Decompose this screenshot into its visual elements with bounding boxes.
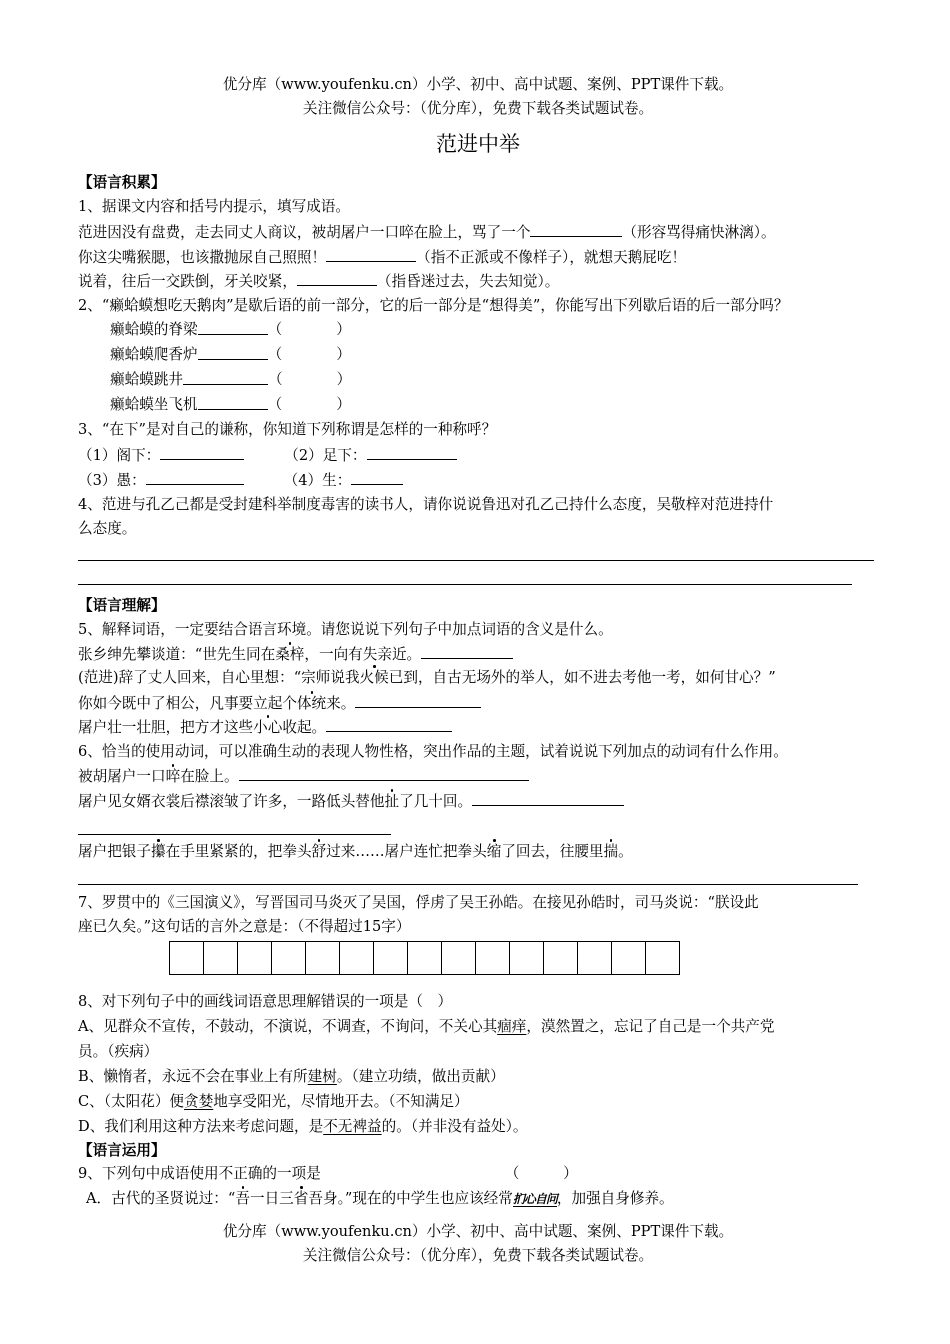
underlined-word: 贪婪 <box>184 1093 214 1110</box>
q2-item: 癞蛤蟆爬香炉 （ ） <box>110 346 351 363</box>
q6-item-b: 屠户见女婿衣裳后襟滚皱了许多，一路低头替他扯了几十回。 <box>78 791 624 812</box>
q3-row-2: （3）愚： （4）生： <box>78 470 403 491</box>
answer-cell[interactable] <box>407 941 442 975</box>
answer-blank[interactable] <box>367 445 457 460</box>
dotted-word: 扯 <box>384 793 400 810</box>
header-line-2: 关注微信公众号：（优分库），免费下载各类试题试卷。 <box>302 100 654 117</box>
footer-line-2: 关注微信公众号：（优分库），免费下载各类试题试卷。 <box>302 1247 654 1264</box>
q2-item: 癞蛤蟆坐飞机 （ ） <box>110 396 351 413</box>
q8-option-d: D、我们利用这种方法来考虑问题，是不无裨益的。（并非没有益处）。 <box>78 1118 528 1135</box>
answer-blank[interactable] <box>160 445 244 460</box>
q9-option-a: A．古代的圣贤说过：“吾一日三省吾身。”现在的中学生也应该经常扪心自问，加强自身修养。 <box>86 1190 674 1207</box>
dotted-word: 缩 <box>486 843 502 860</box>
q4-line-1: 4、范进与孔乙己都是受封建科举制度毒害的读书人，请你说说鲁迅对孔乙己持什么态度，吴敬梓对范进持什 <box>78 496 774 513</box>
section-heading-understanding: 【语言理解】 <box>78 597 166 614</box>
header-line-1: 优分库（www.youfenku.cn）小学、初中、高中试题、案例、PPT课件下载。 <box>222 76 734 93</box>
answer-cell[interactable] <box>441 941 476 975</box>
q8-option-a-line-2: 员。（疾病） <box>78 1043 159 1060</box>
q5-stem: 5、解释词语，一定要结合语言环境。请您说说下列句子中加点词语的含义是什么。 <box>78 621 613 638</box>
dotted-word: 吾 <box>235 1190 250 1207</box>
answer-cell[interactable] <box>271 941 306 975</box>
dotted-word: 小心 <box>253 719 283 736</box>
q5-item-b-line-1: (范进)辞了丈人回来，自心里想：“宗师说我火候已到，自古无场外的举人，如不进去考他一考，如何甘心？” <box>78 669 776 686</box>
answer-blank[interactable] <box>239 766 529 781</box>
dotted-word: 体统 <box>296 695 327 712</box>
q2-item: 癞蛤蟆跳井 （ ） <box>110 371 352 388</box>
answer-line[interactable] <box>78 560 874 561</box>
q1-item-c: 说着，往后一交跌倒，牙关咬紧， （指昏迷过去，失去知觉）。 <box>78 273 560 290</box>
q3-row-1: （1）阁下： （2）足下： <box>78 445 457 466</box>
footer-line-1: 优分库（www.youfenku.cn）小学、初中、高中试题、案例、PPT课件下载。 <box>222 1223 734 1240</box>
q6-item-a: 被胡屠户一口啐在脸上。 <box>78 766 529 787</box>
dotted-word: 桑梓 <box>275 646 305 663</box>
underlined-word: 痼痒 <box>497 1018 527 1035</box>
q8-option-c: C、（太阳花）便贪婪地享受阳光，尽情地开去。（不知满足） <box>78 1093 469 1110</box>
q5-item-b-line-2: 你如今既中了相公，凡事要立起个体统来。 <box>78 693 481 714</box>
answer-blank[interactable] <box>326 247 416 262</box>
answer-cell[interactable] <box>169 941 204 975</box>
dotted-word: 火候 <box>359 669 389 686</box>
q8-option-b: B、懒惰者，永远不会在事业上有所建树。（建立功绩，做出贡献） <box>78 1068 505 1085</box>
answer-blank[interactable] <box>297 271 377 286</box>
answer-blank[interactable] <box>326 717 452 732</box>
q1-item-a: 范进因没有盘费，走去同丈人商议，被胡屠户一口啐在脸上，骂了一个 （形容骂得痛快淋漓）。 <box>78 224 776 241</box>
q6-stem: 6、恰当的使用动词，可以准确生动的表现人物性格，突出作品的主题，试着说说下列加点的动词有什么作用。 <box>78 743 788 760</box>
answer-cell[interactable] <box>611 941 646 975</box>
answer-cell[interactable] <box>577 941 612 975</box>
answer-blank[interactable] <box>146 470 244 485</box>
answer-blank[interactable] <box>421 644 513 659</box>
answer-cell[interactable] <box>203 941 238 975</box>
q2-stem: 2、“癞蛤蟆想吃天鹅肉”是歇后语的前一部分，它的后一部分是“想得美”，你能写出下列歇后语的后一部分吗？ <box>78 297 789 314</box>
q2-item: 癞蛤蟆的脊梁 （ ） <box>110 321 351 338</box>
dotted-word: 揣 <box>603 843 619 860</box>
q8-stem: 8、对下列句子中的画线词语意思理解错误的一项是（ ） <box>78 993 453 1010</box>
answer-cell[interactable] <box>237 941 272 975</box>
answer-grid <box>170 941 680 975</box>
q1-stem: 1、据课文内容和括号内提示，填写成语。 <box>78 198 350 215</box>
answer-cell[interactable] <box>509 941 544 975</box>
page-title: 范进中举 <box>436 132 520 156</box>
q5-item-a: 张乡绅先攀谈道：“世先生同在桑梓，一向有失亲近。 <box>78 644 513 665</box>
dotted-word: 舒 <box>311 843 327 860</box>
answer-blank[interactable] <box>472 791 624 806</box>
answer-line[interactable] <box>78 884 858 885</box>
q3-stem: 3、“在下”是对自己的谦称，你知道下列称谓是怎样的一种称呼？ <box>78 421 497 438</box>
q9-stem: 9、下列句中成语使用不正确的一项是 （ ） <box>78 1165 578 1182</box>
section-heading-accumulation: 【语言积累】 <box>78 174 166 191</box>
underlined-word: 建树 <box>307 1068 337 1085</box>
q4-line-2: 么态度。 <box>78 520 137 537</box>
section-heading-application: 【语言运用】 <box>78 1142 166 1159</box>
dotted-word: 攥 <box>150 843 166 860</box>
answer-cell[interactable] <box>645 941 680 975</box>
dotted-word: 三省吾 <box>279 1190 323 1207</box>
answer-line[interactable] <box>78 584 852 585</box>
answer-line[interactable] <box>78 834 391 835</box>
answer-blank[interactable] <box>355 693 481 708</box>
answer-blank[interactable] <box>530 222 622 237</box>
answer-cell[interactable] <box>373 941 408 975</box>
answer-cell[interactable] <box>339 941 374 975</box>
q1-item-b: 你这尖嘴猴腮，也该撒抛尿自己照照！ （指不正派或不像样子），就想天鹅屁吃！ <box>78 249 687 266</box>
dotted-word: 啐 <box>165 768 181 785</box>
q7-line-2: 座已久矣。”这句话的言外之意是：（不得超过15字） <box>78 918 411 935</box>
q7-line-1: 7、罗贯中的《三国演义》，写晋国司马炎灭了吴国，俘虏了吴王孙皓。在接见孙皓时，司马炎说：“朕设此 <box>78 894 759 911</box>
q6-item-c: 屠户把银子攥在手里紧紧的，把拳头舒过来……屠户连忙把拳头缩了回去，往腰里揣。 <box>78 843 633 860</box>
underlined-word: 不无裨益 <box>323 1118 382 1135</box>
handwritten-idiom: 扪心自问 <box>512 1192 557 1206</box>
answer-cell[interactable] <box>475 941 510 975</box>
answer-cell[interactable] <box>305 941 340 975</box>
q5-item-c: 屠户壮一壮胆，把方才这些小心收起。 <box>78 717 452 738</box>
answer-cell[interactable] <box>543 941 578 975</box>
answer-blank[interactable] <box>351 470 403 485</box>
q8-option-a-line-1: A、见群众不宣传，不鼓动，不演说，不调查，不询问，不关心其痼痒，漠然置之，忘记了自己是一个共产党 <box>78 1018 775 1035</box>
